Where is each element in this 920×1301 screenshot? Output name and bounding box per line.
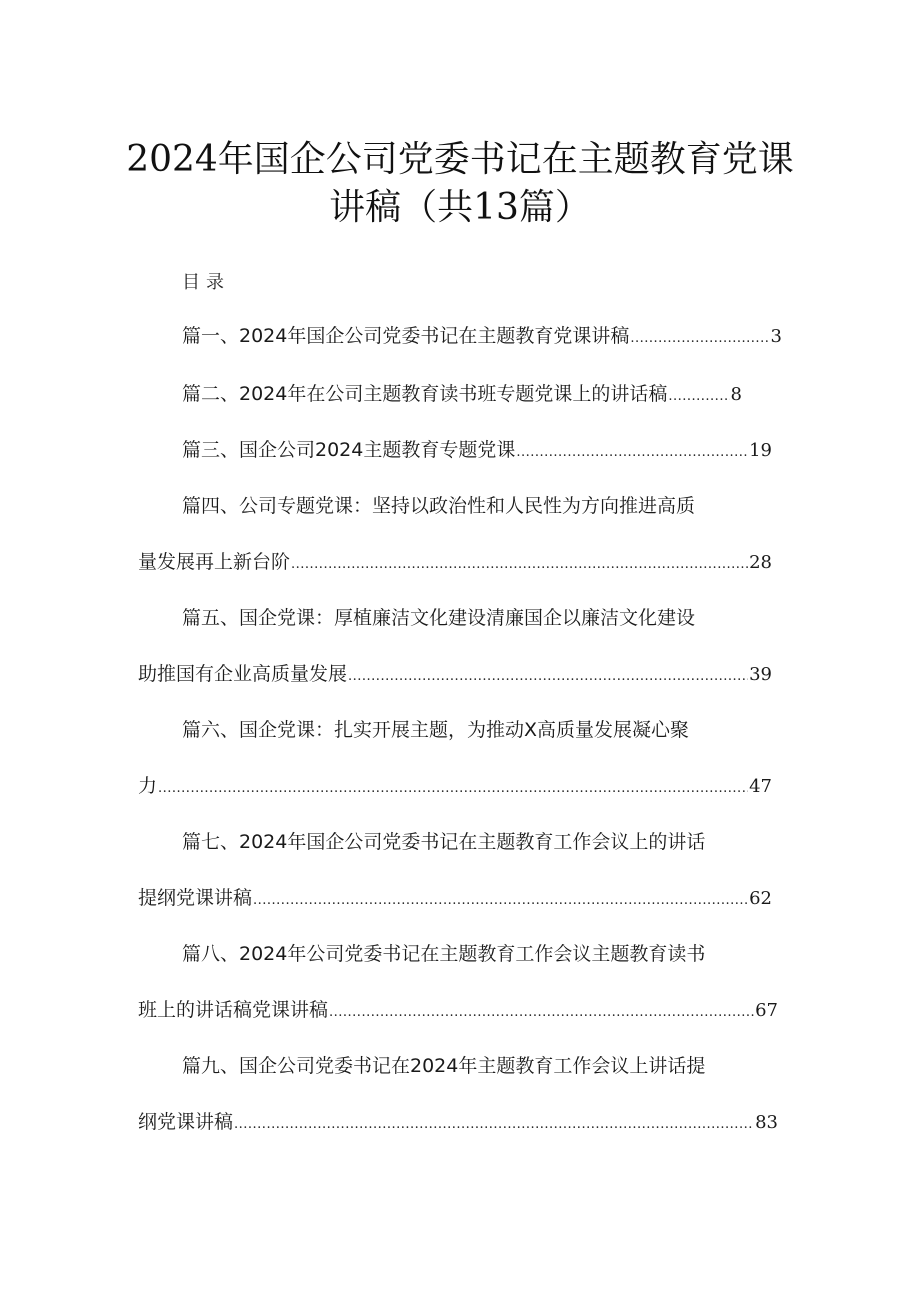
toc-leader-dots [516, 439, 748, 464]
toc-page-number: 39 [749, 664, 772, 685]
toc-entry-6-line-2[interactable] [138, 772, 772, 800]
toc-entry-title: 篇七、2024年国企公司党委书记在主题教育工作会议上的讲话 [182, 831, 706, 853]
toc-heading: 目录 [182, 272, 230, 293]
toc-leader-dots [329, 999, 754, 1024]
toc-leader-dots [234, 1111, 754, 1136]
toc-entry-4-line-1[interactable] [182, 492, 782, 520]
toc-entry-2[interactable] [182, 380, 742, 408]
toc-entry-6-line-1[interactable] [182, 716, 782, 744]
toc-leader-dots [291, 551, 748, 576]
toc-entry-title-continued: 量发展再上新台阶 [138, 551, 291, 573]
toc-page-number: 3 [770, 326, 782, 347]
toc-page-number: 19 [749, 440, 772, 461]
toc-leader-dots [253, 887, 748, 912]
toc-leader-dots [668, 383, 729, 408]
toc-leader-dots [630, 325, 769, 350]
toc-entry-title: 篇四、公司专题党课：坚持以政治性和人民性为方向推进高质 [182, 495, 696, 517]
toc-entry-title: 篇一、2024年国企公司党委书记在主题教育党课讲稿 [182, 325, 630, 347]
toc-entry-title-continued: 力 [138, 775, 158, 797]
toc-entry-4-line-2[interactable] [138, 548, 772, 576]
toc-entry-8-line-1[interactable] [182, 940, 782, 968]
toc-leader-dots [348, 663, 748, 688]
document-title-line-1: 2024年国企公司党委书记在主题教育党课 [126, 139, 794, 180]
toc-entry-7-line-1[interactable] [182, 828, 782, 856]
toc-entry-9-line-2[interactable] [138, 1108, 778, 1136]
toc-entry-title-continued: 班上的讲话稿党课讲稿 [138, 999, 329, 1021]
toc-entry-8-line-2[interactable] [138, 996, 778, 1024]
toc-entry-title-continued: 纲党课讲稿 [138, 1111, 234, 1133]
toc-entry-7-line-2[interactable] [138, 884, 772, 912]
toc-page-number: 28 [749, 552, 772, 573]
toc-entry-title: 篇五、国企党课：厚植廉洁文化建设清廉国企以廉洁文化建设 [182, 607, 696, 629]
toc-entry-title: 篇八、2024年公司党委书记在主题教育工作会议主题教育读书 [182, 943, 706, 965]
toc-entry-title: 篇六、国企党课：扎实开展主题，为推动X高质量发展凝心聚 [182, 719, 690, 741]
toc-entry-title: 篇九、国企公司党委书记在2024年主题教育工作会议上讲话提 [182, 1055, 706, 1077]
toc-entry-1[interactable] [182, 322, 782, 350]
document-title-line-2: 讲稿（共13篇） [329, 187, 591, 228]
toc-page-number: 62 [749, 888, 772, 909]
toc-entry-3[interactable] [182, 436, 772, 464]
toc-entry-5-line-2[interactable] [138, 660, 772, 688]
toc-page-number: 67 [755, 1000, 778, 1021]
toc-entry-title-continued: 提纲党课讲稿 [138, 887, 253, 909]
toc-entry-title: 篇二、2024年在公司主题教育读书班专题党课上的讲话稿 [182, 383, 668, 405]
toc-entry-9-line-1[interactable] [182, 1052, 782, 1080]
toc-entry-5-line-1[interactable] [182, 604, 782, 632]
toc-page-number: 83 [755, 1112, 778, 1133]
toc-page-number: 8 [730, 384, 742, 405]
toc-page-number: 47 [749, 776, 772, 797]
toc-leader-dots [158, 775, 748, 800]
toc-entry-title: 篇三、国企公司2024主题教育专题党课 [182, 439, 516, 461]
toc-entry-title-continued: 助推国有企业高质量发展 [138, 663, 348, 685]
